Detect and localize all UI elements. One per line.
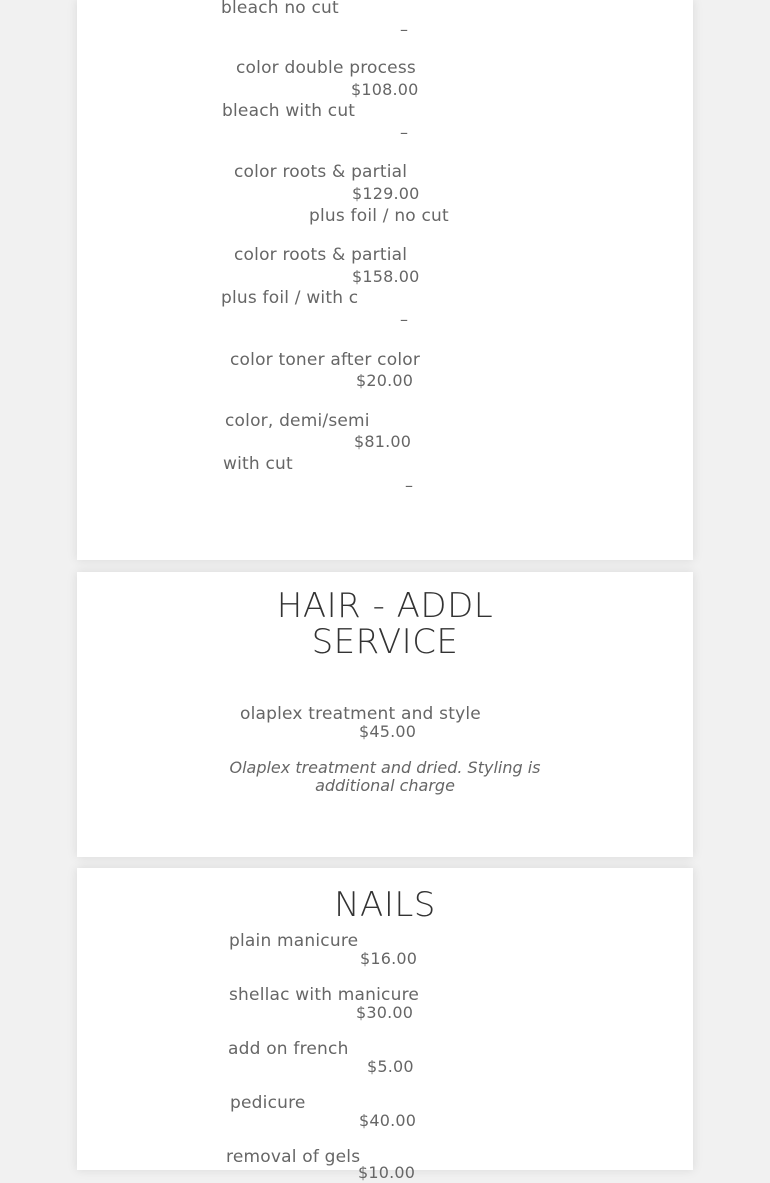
service-name-double-process: color double process bbox=[236, 58, 416, 78]
service-name-olaplex: olaplex treatment and style bbox=[240, 704, 481, 724]
service-name-demi-semi: color, demi/semi bbox=[225, 411, 370, 431]
section-heading-addl-line2: SERVICE bbox=[311, 622, 459, 662]
service-note-price-demi-semi: – bbox=[405, 476, 414, 495]
service-name-roots-partial-no-cut: color roots & partial bbox=[234, 162, 408, 182]
service-description-olaplex-line2: additional charge bbox=[315, 776, 455, 795]
service-name-shellac: shellac with manicure bbox=[229, 985, 420, 1005]
service-note-demi-semi: with cut bbox=[223, 454, 293, 474]
service-name-add-on-french: add on french bbox=[228, 1039, 349, 1059]
service-price-removal-of-gels: $10.00 bbox=[358, 1163, 416, 1182]
section-heading-addl-line1: HAIR - ADDL bbox=[276, 586, 494, 626]
service-name-pedicure: pedicure bbox=[230, 1093, 306, 1113]
service-description-olaplex-line1: Olaplex treatment and dried. Styling is bbox=[229, 758, 541, 777]
service-name-removal-of-gels: removal of gels bbox=[226, 1147, 361, 1167]
service-name-roots-partial-with-cut: color roots & partial bbox=[234, 245, 408, 265]
service-name-plain-manicure: plain manicure bbox=[229, 931, 359, 951]
service-price-shellac: $30.00 bbox=[356, 1003, 414, 1022]
service-price-bleach-no-cut: – bbox=[400, 20, 409, 39]
service-name-bleach-with-cut: bleach with cut bbox=[222, 101, 356, 121]
service-price-double-process: $108.00 bbox=[351, 80, 419, 99]
service-price-roots-partial-with-cut: $158.00 bbox=[352, 267, 420, 286]
service-note-roots-partial-no-cut: plus foil / no cut bbox=[309, 206, 449, 226]
section-heading-nails: NAILS bbox=[334, 885, 436, 925]
service-price-toner: $20.00 bbox=[356, 371, 414, 390]
service-name-toner: color toner after color bbox=[230, 350, 421, 370]
service-price-olaplex: $45.00 bbox=[359, 722, 417, 741]
service-price-plain-manicure: $16.00 bbox=[360, 949, 418, 968]
service-price-add-on-french: $5.00 bbox=[367, 1057, 414, 1076]
service-note-roots-partial-with-cut: plus foil / with c bbox=[221, 288, 359, 308]
service-name-bleach-no-cut: bleach no cut bbox=[221, 0, 339, 18]
service-note-price-roots-partial-with-cut: – bbox=[400, 310, 409, 329]
service-price-roots-partial-no-cut: $129.00 bbox=[352, 184, 420, 203]
service-price-pedicure: $40.00 bbox=[359, 1111, 417, 1130]
service-price-bleach-with-cut: – bbox=[400, 123, 409, 142]
service-price-demi-semi: $81.00 bbox=[354, 432, 412, 451]
